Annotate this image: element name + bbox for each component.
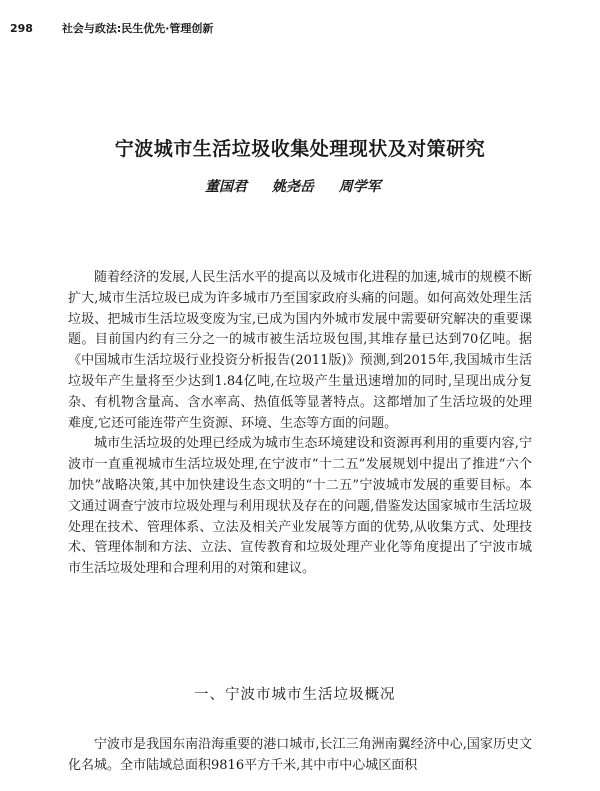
section-heading: 一、宁波市城市生活垃圾概况	[194, 687, 396, 703]
running-header	[10, 20, 213, 36]
paragraph: 城市生活垃圾的处理已经成为城市生态环境建设和资源再利用的重要内容,宁波市一直重视城市生活垃圾处理,在宁波市“十二五”发展规划中提出了推进“六个加快”战略决策,其中加快建设生态文明的“十二五”宁波城市发展的重要目标。本文通过调查宁波市垃圾处理与利用现状及存在的问题,借鉴发达国家城市生活垃圾处理在技术、管理体系、立法及相关产业发展等方面的优势,从收集方式、处理技术、管理体制和方法、立法、宣传教育和垃圾处理产业化等角度提出了宁波市城市生活垃圾处理和合理利用的对策和建议。	[68, 436, 532, 577]
author-name: 董国君	[205, 179, 247, 195]
author-list	[205, 176, 401, 196]
author-name: 周学军	[338, 179, 381, 195]
paragraph: 随着经济的发展,人民生活水平的提高以及城市化进程的加速,城市的规模不断扩大,城市生活垃圾已成为许多城市乃至国家政府头痛的问题。如何高效处理生活垃圾、把城市生活垃圾变废为宝,已成为国内外城市发展中需要研究解决的重要课题。目前国内约有三分之一的城市被生活垃圾包围,其堆存量已达到70亿吨。据《中国城市生活垃圾行业投资分析报告(2011版)》预测,到2015年,我国城市生活垃圾年产生量将至少达到1.84亿吨,在垃圾产生量迅速增加的同时,呈现出成分复杂、有机物含量高、含水率高、热值低等显著特点。这都增加了生活垃圾的处理难度,它还可能连带产生资源、环境、生态等方面的问题。	[68, 270, 532, 431]
author-name: 姚尧岳	[271, 179, 314, 195]
paragraph: 宁波市是我国东南沿海重要的港口城市,长江三角洲南翼经济中心,国家历史文化名城。全市陆域总面积9816平方千米,其中市中心城区面积	[68, 737, 532, 773]
introduction	[68, 268, 532, 580]
section-body	[68, 735, 532, 777]
page-number: 298	[10, 22, 33, 35]
running-title: 社会与政法:民生优先·管理创新	[61, 22, 214, 35]
article-title: 宁波城市生活垃圾收集处理现状及对策研究	[114, 138, 486, 160]
